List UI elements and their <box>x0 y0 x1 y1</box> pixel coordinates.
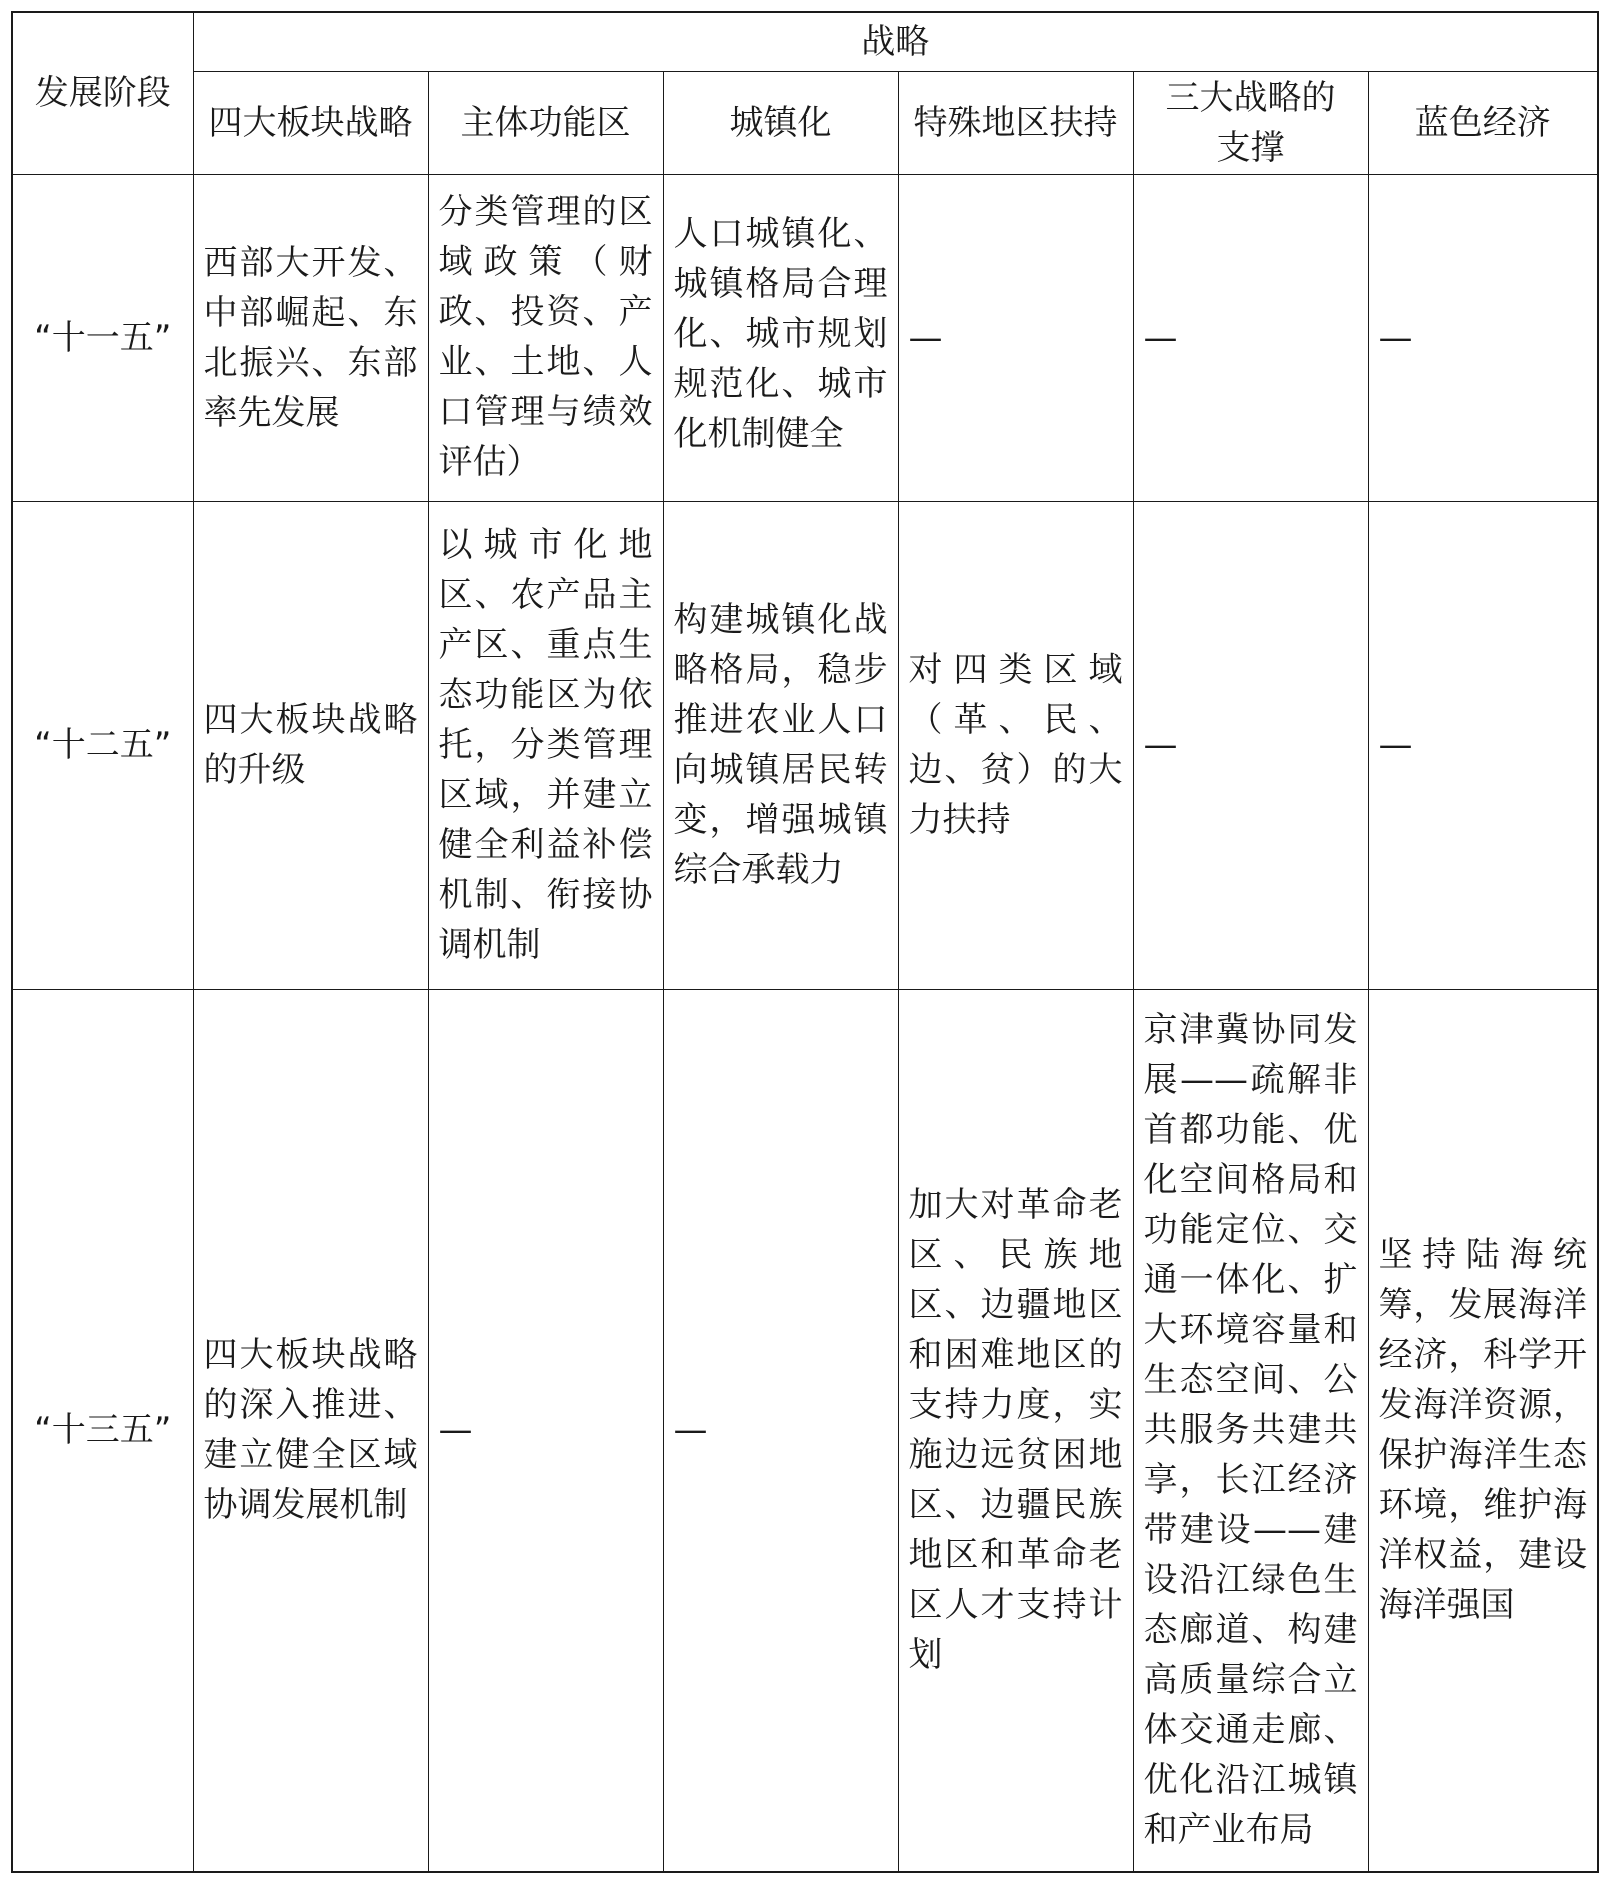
header-col-three-strategies: 三大战略的支撑 <box>1133 71 1368 174</box>
table-cell: 加大对革命老区、民族地区、边疆地区和困难地区的支持力度，实施边远贫困地区、边疆民族地区和革命老区人才支持计划 <box>898 989 1133 1872</box>
table-cell: 人口城镇化、城镇格局合理化、城市规划规范化、城市化机制健全 <box>663 174 898 501</box>
table-cell: 四大板块战略的深入推进、建立健全区域协调发展机制 <box>193 989 428 1872</box>
table-cell: — <box>1133 501 1368 989</box>
table-cell: 对四类区域（革、民、边、贫）的大力扶持 <box>898 501 1133 989</box>
header-col-blue-economy: 蓝色经济 <box>1368 71 1598 174</box>
stage-cell: “十三五” <box>12 989 193 1872</box>
header-row-columns <box>12 71 1598 174</box>
table-cell: — <box>1368 174 1598 501</box>
table-cell: 西部大开发、中部崛起、东北振兴、东部率先发展 <box>193 174 428 501</box>
table-cell: 京津冀协同发展——疏解非首都功能、优化空间格局和功能定位、交通一体化、扩大环境容量和生态空间、公共服务共建共享，长江经济带建设——建设沿江绿色生态廊道、构建高质量综合立体交通走廊、优化沿江城镇和产业布局 <box>1133 989 1368 1872</box>
header-row-top <box>12 12 1598 71</box>
header-col-four-regions: 四大板块战略 <box>193 71 428 174</box>
table-cell: — <box>898 174 1133 501</box>
header-col-urbanization: 城镇化 <box>663 71 898 174</box>
table-cell: — <box>663 989 898 1872</box>
table-cell: 四大板块战略的升级 <box>193 501 428 989</box>
table-cell: 以城市化地区、农产品主产区、重点生态功能区为依托，分类管理区域，并建立健全利益补偿机制、衔接协调机制 <box>428 501 663 989</box>
table-cell: 分类管理的区域政策（财政、投资、产业、土地、人口管理与绩效评估） <box>428 174 663 501</box>
table-cell: 构建城镇化战略格局，稳步推进农业人口向城镇居民转变，增强城镇综合承载力 <box>663 501 898 989</box>
strategy-comparison-table <box>11 11 1599 1873</box>
table-row <box>12 989 1598 1872</box>
table-cell: 坚持陆海统筹，发展海洋经济，科学开发海洋资源，保护海洋生态环境，维护海洋权益，建设海洋强国 <box>1368 989 1598 1872</box>
header-strategy-group: 战略 <box>193 12 1598 71</box>
table-row <box>12 501 1598 989</box>
header-col-special-area-support: 特殊地区扶持 <box>898 71 1133 174</box>
stage-cell: “十一五” <box>12 174 193 501</box>
table-cell: — <box>1133 174 1368 501</box>
header-stage: 发展阶段 <box>12 12 193 174</box>
table-cell: — <box>428 989 663 1872</box>
header-col-main-function-zones: 主体功能区 <box>428 71 663 174</box>
stage-cell: “十二五” <box>12 501 193 989</box>
table-cell: — <box>1368 501 1598 989</box>
table-row <box>12 174 1598 501</box>
